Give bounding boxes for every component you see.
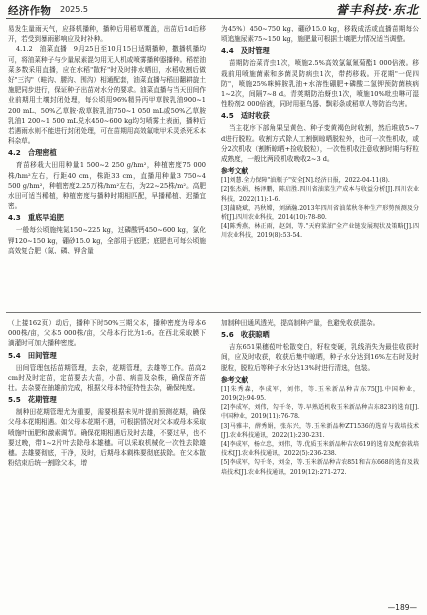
- reference-item: [5]李成军，勾千冬，刘金，等.玉米新品种吉农851和吉东668的选育及栽培技术[J].农业科技通讯，2019(12):271-272.: [221, 459, 419, 476]
- paragraph: （上接162页）动后，播种下时50%三期父本，播种密度为母本6 000株/亩，父本5 000株/亩，父母本行比为1:6。在西北采取膜下滴灌时可加大播种密度。: [8, 319, 206, 348]
- reference-item: [1]刘慧.全力保障"油瓶子"安全[N].经济日报，2022-04-11(8).: [221, 177, 390, 185]
- section-heading-4-2: 4.2 合理密植: [8, 148, 57, 158]
- reference-item: [4]李成军，杨立忠，刘伟，等.优质玉米新品种吉农619的选育及配套栽培技术[J].农业科技通讯，2022(5):236-238.: [221, 441, 419, 458]
- paragraph-5-6: 吉东651果穗苞叶松散变白，籽粒变硬，乳线消失为最佳收获时间，应及时收获，收获后集中晾晒，种子水分达到16%左右时及时脱粒，脱粒后等种子水分达13%时进行清选，包装。: [221, 343, 419, 372]
- journal-title: 经济作物: [8, 5, 52, 17]
- paragraph-4-1-2: 4.1.2 油菜直播 9月25日至10月15日适期播种，撒播机播均可，将油菜种子与少量尿素混匀用无人机或喷雾播种器播种。稻茬油菜多数采用直播，应在水稻"散籽"时及时排水晒田，水稻收割后做好"三沟"（畦沟、腰沟、围沟）相通配套，油菜直播与稻田翻耕旋土施肥同步进行，保证种子出苗对水分的要求。油菜直播与当天田间作业前期用土壤封闭处理，每公顷用96%精异丙甲草胺乳油900~1 200 mL、50%乙草胺·敌草胺乳油750~1 050 mL或50%乙草胺乳油1 200~1 500 mL兑水450~600 kg均匀喷雾土表面，播种后若遇雨水则不能进行封闭处理，可在苗期用高效氟吡甲禾灵杀死禾本科杂草。: [8, 45, 206, 146]
- paragraph-5-5: 制种田花期管理尤为重要，需要根据未见叶提前预测花期，确保父母本花期相遇。如父母本花期不遇，可根据情况对父本或母本采取喷施叶面肥和激素调节。确保花期相遇后及时去雄，不要过早，也不要过晚，带1~2片叶去除母本雄穗。可以采取机械化一次性去除雄穗。去雄要彻底，干净，及时，后期母本剩株要彻底拔除。在父本散粉结束后统一割除父本，增: [8, 408, 206, 468]
- paragraph-5-4: 田间管理包括苗期管理，去杂，花期管理，去雄等工作。苗高2 cm时及时定苗，定苗要去大苗，小苗、病苗及杂株，确保苗齐苗壮。去杂要在抽雄前完成，根据父母本特征特性去杂，确保纯度。: [8, 363, 206, 393]
- section-heading-4-5: 4.5 适时收获: [221, 111, 270, 121]
- paragraph-4-4: 苗期防治菜青虫1次，喷施2.5%高效氯氟氰菊酯1 000倍液。移栽前用喷施菌素和多菌灵防病虫1次，带药移栽。开花期"一促四防"，喷施25%咪鲜胺乳油+水溶性硼肥+磷酸二氢钾预防菌核病1~2次，间隔7~8 d。青荚期防治蚜虫1次，喷施10%吡虫啉可湿性粉剂2 000倍液，同时用驱鸟器、飘彩条或稻草人等防治鸟害。: [221, 59, 419, 109]
- header-rule: [6, 18, 421, 19]
- section-heading-4-4: 4.4 及时管理: [221, 46, 270, 56]
- article1-left-column: [8, 24, 206, 256]
- journal-issue: 2025.5: [60, 5, 88, 14]
- section-heading-4-3: 4.3 重底早追肥: [8, 213, 64, 223]
- article1-right-column: [221, 24, 419, 241]
- reference-item: [1]朱秀森，李成军，刘伟，等.玉米新品种吉东75[J].中国种业，2019(2):94-95.: [221, 385, 419, 403]
- reference-item: [3]马雅丰，薛秀娟，张东兴，等.玉米新品种ZT1536的选育与栽培技术[J].农业科技通讯，2022(1):230-231.: [221, 422, 419, 439]
- paragraph-4-3: 一般每公顷施纯氮150~225 kg，过磷酸钙450~600 kg，氯化钾120~150 kg，硼砂15.0 kg，全部用于底肥；底肥也可每公顷施高效复合肥（氮、磷、钾含量: [8, 226, 206, 255]
- article2-left-column: [8, 318, 206, 468]
- paragraph: 易发生量雨天气，应择机播种，播种后用稻草覆盖，出苗后1d后移开，若受到暴雨影响应及时补种。: [8, 25, 206, 44]
- article2-right-column: [221, 318, 419, 477]
- paragraph: 为45%）450~750 kg、硼砂15.0 kg，移栽成活或直播苗期每公顷追施尿素75~150 kg，施肥量可根据土壤肥力情况适当调整。: [221, 25, 419, 44]
- section-heading-5-4: 5.4 田间管理: [8, 350, 57, 360]
- paragraph-4-5: 当主花序下部角果呈黄色、种子变黄褐色时收割，然后堆放5~7 d进行脱粒。收割方式除人工割倒晾晒脱粒外，也可一次性机收，或分2次机收（割断晾晒+捡收脱粒），一次性机收注意收割时期与籽粒成熟度，一般比两段机收晚收2~3 d。: [221, 124, 419, 164]
- reference-item: [3]蒲晓斌，冯秋嫦，刘涵瀚.2013年四川省油菜秋冬种生产形势预测及分析[J].四川农业科技，2014(10):78-80.: [221, 204, 419, 222]
- article-divider: [6, 312, 421, 313]
- section-heading-5-6: 5.6 收获晾晒: [221, 330, 270, 340]
- references-title: 参考文献: [221, 167, 249, 176]
- paragraph: 加制种田通风透光，提高制种产量，也避免收获混杂。: [221, 319, 380, 327]
- reference-item: [2]张杰娟，杨泽鹏，陈启胜.四川省油菜生产成本与收益分析[J].四川农业科技，2022(11):1-6.: [221, 186, 419, 203]
- paragraph-4-2: 育苗移栽大田用种量1 500~2 250 g/hm²，种植密度75 000株/hm²左右，行距40 cm，株距33 cm，直播用种量3 750~4 500 g/hm²，种植密度2.25万株/hm²左右，为22~25株/m²。高肥水田可适当稀植，种植密度与播种时期相匹配，早播稀植、迟播宜密。: [8, 161, 206, 211]
- section-heading-5-5: 5.5 花期管理: [8, 395, 57, 405]
- journal-brand-logo: 誉丰科技·东北: [335, 3, 419, 17]
- reference-item: [4]陈秀燕，林正雨，赵剑，等."天府菜油"全产业链发展现状及策略[J].四川农业科技，2019(8):53-54.: [221, 223, 419, 240]
- references-title: 参考文献: [221, 375, 249, 384]
- reference-item: [2]李成军，刘伟，勾千冬，等.早熟适机收玉米新品种吉东823的选育[J].中国种业，2019(11):76-78.: [221, 404, 419, 421]
- page-number: —189—: [387, 603, 417, 612]
- page-header: [0, 0, 427, 20]
